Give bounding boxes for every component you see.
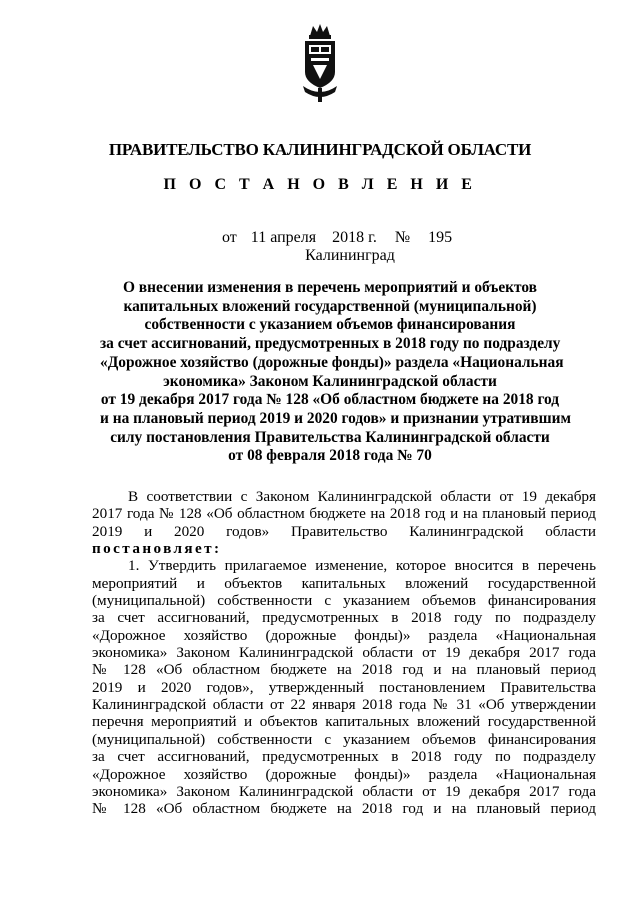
document-number: 195	[428, 229, 453, 246]
title-line: от 19 декабря 2017 года № 128 «Об областном бюджете на 2018 год	[100, 391, 560, 409]
body-line: № 128 «Об областном бюджете на 2018 год и на плановый период	[92, 800, 596, 818]
body-line: № 128 «Об областном бюджете на 2018 год и на плановый период	[92, 661, 596, 679]
resolves-keyword: постановляет:	[92, 540, 222, 558]
document-title	[100, 279, 571, 466]
document-date-line	[222, 229, 452, 247]
number-sign: №	[394, 229, 411, 246]
body-line: Калининградской области от 22 января 2018 года № 31 «Об утверждении	[92, 696, 596, 714]
body-line: В соответствии с Законом Калининградской области от 19 декабря	[128, 488, 596, 505]
body-line: (муниципальной) собственности с указанием объемов финансирования	[92, 730, 596, 748]
body-line: экономика» Законом Калининградской области от 19 декабря 2017 года	[92, 644, 596, 662]
title-line: собственности с указанием объемов финансирования	[144, 316, 516, 334]
body-line: 1. Утвердить прилагаемое изменение, которое вносится в перечень	[128, 557, 596, 575]
body-line: 2019 и 2020 годов», утвержденный постановлением Правительства	[92, 678, 596, 696]
body-line: 2017 года № 128 «Об областном бюджете на 2018 год и на плановый период	[92, 505, 596, 523]
title-line: силу постановления Правительства Калининградской области	[110, 428, 550, 446]
coat-of-arms-emblem	[299, 22, 341, 104]
date-prefix: от	[222, 229, 237, 246]
title-line: от 08 февраля 2018 года № 70	[228, 447, 432, 465]
body-line: перечня мероприятий и объектов капитальных вложений государственной	[92, 713, 596, 731]
document-body	[92, 488, 596, 818]
date-day-month: 11 апреля	[250, 229, 317, 246]
city-name: Калининград	[305, 247, 395, 264]
title-line: «Дорожное хозяйство (дорожные фонды)» раздела «Национальная	[100, 353, 564, 371]
body-line: «Дорожное хозяйство (дорожные фонды)» раздела «Национальная	[92, 626, 596, 644]
title-line: О внесении изменения в перечень мероприятий и объектов	[122, 279, 537, 296]
organization-heading: ПРАВИТЕЛЬСТВО КАЛИНИНГРАДСКОЙ ОБЛАСТИ	[108, 140, 532, 159]
body-line: за счет ассигнований, предусмотренных в 2018 году по подразделу	[92, 609, 596, 627]
title-line: экономика» Законом Калининградской области	[163, 372, 497, 390]
body-line: (муниципальной) собственности с указанием объемов финансирования	[92, 592, 596, 610]
city-line	[0, 247, 640, 265]
body-line: экономика» Законом Калининградской области от 19 декабря 2017 года	[92, 782, 596, 800]
body-line: «Дорожное хозяйство (дорожные фонды)» раздела «Национальная	[92, 765, 596, 783]
body-line: 2019 и 2020 годов» Правительство Калининградской области	[92, 522, 596, 540]
title-line: капитальных вложений государственной (муниципальной)	[123, 297, 537, 315]
document-type-heading: П О С Т А Н О В Л Е Н И Е	[163, 176, 477, 193]
body-line: мероприятий и объектов капитальных вложений государственной	[92, 574, 596, 592]
title-line: за счет ассигнований, предусмотренных в 2018 году по подразделу	[100, 335, 561, 353]
title-line: и на плановый период 2019 и 2020 годов» и признании утратившим	[100, 409, 571, 427]
body-line: за счет ассигнований, предусмотренных в 2018 году по подразделу	[92, 748, 596, 766]
date-year: 2018 г.	[332, 229, 377, 246]
